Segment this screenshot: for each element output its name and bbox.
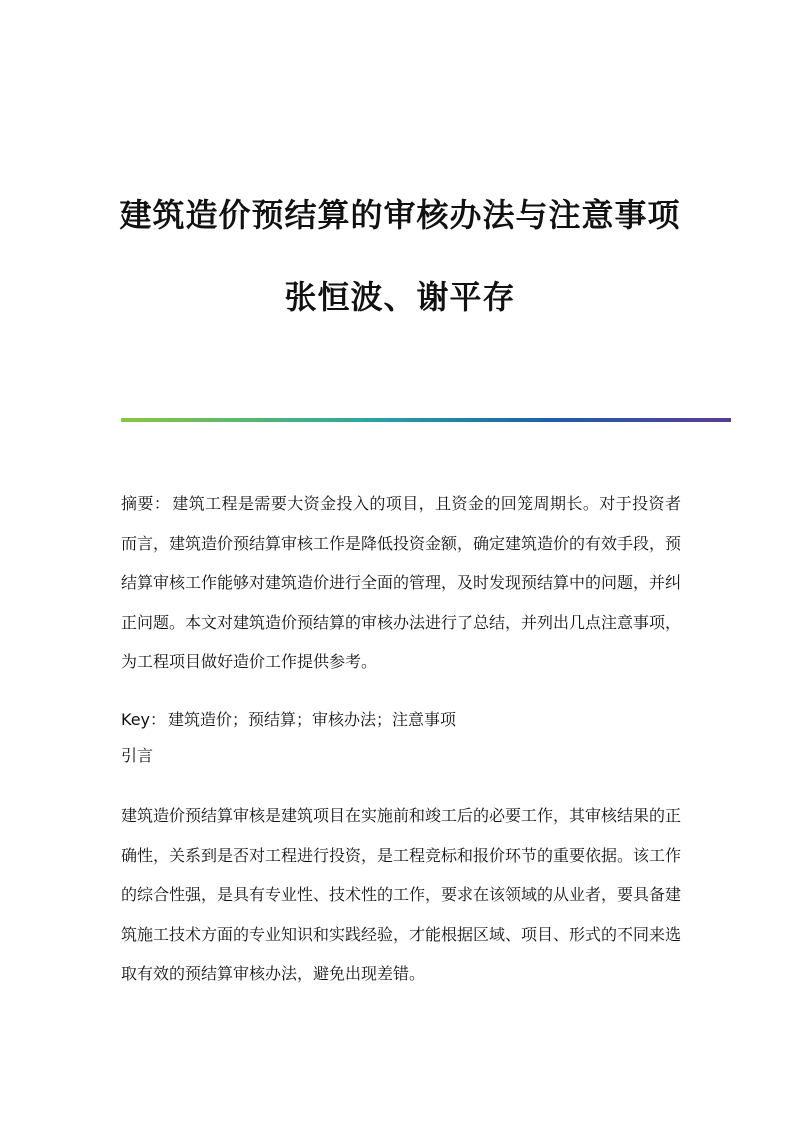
intro-paragraph: 建筑造价预结算审核是建筑项目在实施前和竣工后的必要工作，其审核结果的正确性，关系到是否对工程进行投资，是工程竞标和报价环节的重要依据。该工作的综合性强，是具有专业性、技术性的工作，要求在该领域的从业者，要具备建筑施工技术方面的专业知识和实践经验，才能根据区域、项目、形式的不同来选取有效的预结算审核办法，避免出现差错。 <box>121 806 682 983</box>
keywords-label: Key： <box>121 710 167 729</box>
abstract-paragraph <box>121 484 681 682</box>
intro-heading: 引言 <box>121 746 154 765</box>
abstract-label: 摘要： <box>121 494 171 513</box>
keywords-line <box>121 700 681 740</box>
keywords-text: 建筑造价；预结算；审核办法；注意事项 <box>168 710 457 729</box>
abstract-text: 建筑工程是需要大资金投入的项目，且资金的回笼周期长。对于投资者而言，建筑造价预结算审核工作是降低投资金额，确定建筑造价的有效手段，预结算审核工作能够对建筑造价进行全面的管理，及时发现预结算中的问题，并纠正问题。本文对建筑造价预结算的审核办法进行了总结，并列出几点注意事项，为工程项目做好造价工作提供参考。 <box>121 494 682 671</box>
paper-title: 建筑造价预结算的审核办法与注意事项 <box>119 196 681 234</box>
gradient-divider <box>121 418 731 422</box>
paper-authors: 张恒波、谢平存 <box>284 278 516 316</box>
